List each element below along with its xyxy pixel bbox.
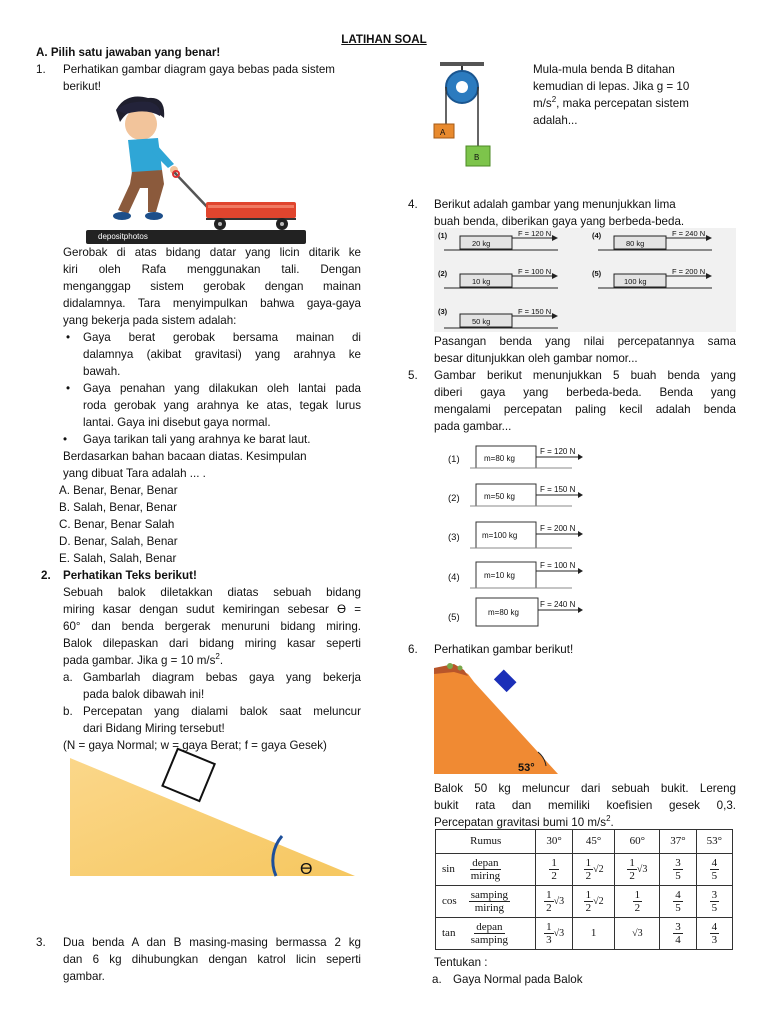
q5-item-4-mass: m=10 kg	[484, 571, 515, 580]
q5-item-5-force: F = 240 N	[540, 600, 576, 609]
table-header-cell: 37°	[660, 830, 696, 854]
q5-item-1-mass: m=80 kg	[484, 454, 515, 463]
q6-a-text: Gaya Normal pada Balok	[453, 973, 583, 986]
q1-option-d[interactable]: D. Benar, Salah, Benar	[59, 535, 178, 548]
pulley-a-label: A	[440, 128, 446, 137]
q4-item-4-force: F = 240 N	[672, 229, 706, 238]
q2-b-label: b.	[63, 705, 73, 718]
q4-item-1-force: F = 120 N	[518, 229, 552, 238]
q6-tentukan: Tentukan :	[434, 956, 488, 969]
table-header-cell: 45°	[572, 830, 615, 854]
q4-item-5-mass: 100 kg	[624, 277, 647, 286]
q5-item-5-mass: m=80 kg	[488, 608, 519, 617]
table-row: sin $\frac{\text{depan}}{\text{miring}}$ $\frac{1}{2}$ $\frac{1}{2}$ √2 $\frac{1}{2}$ √3 $\frac{3}{5}$ $\frac{4}{5}$	[436, 854, 733, 886]
q6-a-label: a.	[432, 973, 442, 986]
q3-continuation: Mula-mula benda B ditahan kemudian di lepas. Jika g = 10 $m/s^2$, maka percepatan sistem adalah...	[533, 63, 690, 127]
bullet-dot: •	[66, 382, 71, 395]
q2-a-text: Gambarlah diagram bebas gaya yang bekerja pada balok dibawah ini!	[83, 671, 361, 701]
q1-option-e[interactable]: E. Salah, Salah, Benar	[59, 552, 177, 565]
q1-option-b[interactable]: B. Salah, Benar, Benar	[59, 501, 177, 514]
trig-fn-name: cos	[442, 895, 457, 908]
pulley-b-label: B	[474, 153, 480, 162]
q6-angle-label: 53°	[518, 762, 535, 774]
q2-inclined-plane	[70, 758, 360, 880]
q6-number: 6.	[408, 643, 418, 656]
q5-item-1-label: (1)	[448, 454, 460, 465]
table-header-cell: 30°	[536, 830, 572, 854]
table-row: tan $\frac{\text{depan}}{\text{samping}}$ $\frac{1}{3}$ √3 1 √3 $\frac{3}{4}$ $\frac{4}{3}$	[436, 918, 733, 950]
q1-number: 1.	[36, 63, 46, 76]
q5-item-3-force: F = 200 N	[540, 524, 576, 533]
q1-paragraph: Gerobak di atas bidang datar yang licin ditarik ke kiri oleh Rafa menggunakan tali. Dengan menganggap sistem gerobak dengan mainan didalamnya. Tara menyimpulkan bahwa gaya-gaya yang bekerja pada sistem adalah:	[63, 246, 361, 327]
section-a-heading: A. Pilih satu jawaban yang benar!	[36, 46, 221, 59]
watermark-bar	[86, 230, 306, 244]
q1-bullet-3: Gaya tarikan tali yang arahnya ke barat laut.	[83, 433, 311, 446]
q2-a-label: a.	[63, 671, 73, 684]
table-row: cos $\frac{\text{samping}}{\text{miring}}$ $\frac{1}{2}$ √3 $\frac{1}{2}$ √2 $\frac{1}{2}$ $\frac{4}{5}$ $\frac{3}{5}$	[436, 886, 733, 918]
q3-pulley-figure	[430, 60, 510, 172]
q1-bullet-1: Gaya berat gerobak bersama mainan di dalamnya (akibat gravitasi) yang arahnya ke bawah.	[83, 331, 361, 378]
q6-heading: Perhatikan gambar berikut!	[434, 643, 574, 656]
q4-item-1-label: (1)	[438, 231, 448, 240]
q5-item-3-mass: m=100 kg	[482, 531, 518, 540]
q4-after-text: Pasangan benda yang nilai percepatannya sama besar ditunjukkan oleh gambar nomor...	[434, 335, 736, 365]
q5-item-4-label: (4)	[448, 572, 460, 583]
q1-bullet-2: Gaya penahan yang dilakukan oleh lantai pada roda gerobak yang arahnya ke atas, tegak lurus lantai. Gaya ini disebut gaya normal.	[83, 382, 361, 429]
q6-hill-figure	[434, 660, 564, 780]
q3-text: Dua benda A dan B masing-masing bermassa 2 kg dan 6 kg dihubungkan dengan katrol licin seperti gambar.	[63, 936, 361, 983]
q5-item-5-label: (5)	[448, 612, 460, 623]
q5-number: 5.	[408, 369, 418, 382]
q4-item-3-mass: 50 kg	[472, 317, 491, 326]
q4-item-3-force: F = 150 N	[518, 307, 552, 316]
q1-option-c[interactable]: C. Benar, Benar Salah	[59, 518, 175, 531]
q4-item-4-label: (4)	[592, 231, 602, 240]
bullet-dot: •	[66, 331, 71, 344]
q4-item-2-mass: 10 kg	[472, 277, 491, 286]
q5-item-4-force: F = 100 N	[540, 561, 576, 570]
table-header-cell: 60°	[615, 830, 660, 854]
q2-heading: Perhatikan Teks berikut!	[63, 569, 197, 582]
page-title: LATIHAN SOAL	[341, 33, 427, 46]
q1-wagon-illustration	[86, 92, 306, 242]
q5-text: Gambar berikut menunjukkan 5 buah benda yang diberi gaya yang berbeda-beda. Benda yang mengalami percepatan paling kecil adalah benda pada gambar...	[434, 369, 736, 433]
q4-item-3-label: (3)	[438, 307, 448, 316]
q1-stem: Perhatikan gambar diagram gaya bebas pada sistem berikut!	[63, 63, 335, 93]
trig-fn-name: tan	[442, 927, 456, 940]
q4-text: Berikut adalah gambar yang menunjukkan lima buah benda, diberikan gaya yang berbeda-beda.	[434, 198, 685, 228]
watermark-text: depositphotos	[98, 232, 148, 241]
q2-number: 2.	[41, 569, 51, 582]
q4-item-5-force: F = 200 N	[672, 267, 706, 276]
q5-item-3-label: (3)	[448, 532, 460, 543]
q3-number: 3.	[36, 936, 46, 949]
table-header-cell: 53°	[696, 830, 732, 854]
q4-item-1-mass: 20 kg	[472, 239, 491, 248]
q4-figure	[434, 228, 736, 332]
q1-conclusion: Berdasarkan bahan bacaan diatas. Kesimpulan yang dibuat Tara adalah ... .	[63, 450, 307, 480]
trig-fn-name: sin	[442, 863, 455, 876]
q5-item-2-label: (2)	[448, 493, 460, 504]
table-header-cell: Rumus	[436, 830, 536, 854]
q4-item-5-label: (5)	[592, 269, 602, 278]
q2-legend: (N = gaya Normal; w = gaya Berat; f = gaya Gesek)	[63, 739, 327, 752]
q5-item-1-force: F = 120 N	[540, 447, 576, 456]
q4-item-2-force: F = 100 N	[518, 267, 552, 276]
q5-item-2-mass: m=50 kg	[484, 492, 515, 501]
q6-text: Balok 50 kg meluncur dari sebuah bukit. Lereng bukit rata dan memiliki koefisien gesek 0,3. Percepatan gravitasi bumi 10 $m/s^2$.	[434, 782, 736, 829]
q2-angle-label: Ɵ	[300, 861, 313, 878]
q5-item-2-force: F = 150 N	[540, 485, 576, 494]
trig-table	[435, 829, 733, 950]
q1-option-a[interactable]: A. Benar, Benar, Benar	[59, 484, 178, 497]
q5-figure	[440, 440, 600, 630]
q2-b-text: Percepatan yang dialami balok saat meluncur dari Bidang Miring tersebut!	[83, 705, 361, 735]
q4-number: 4.	[408, 198, 418, 211]
bullet-dot: •	[63, 433, 68, 446]
q4-item-2-label: (2)	[438, 269, 448, 278]
q4-item-4-mass: 80 kg	[626, 239, 645, 248]
q2-paragraph: Sebuah balok diletakkan diatas sebuah bidang miring kasar dengan sudut kemiringan sebesar Ɵ = 60° dan benda bergerak menuruni bidang miring. Balok dilepaskan dari bidang miring kasar seperti pada gambar. Jika g = 10 $m/s^2$.	[63, 586, 361, 667]
